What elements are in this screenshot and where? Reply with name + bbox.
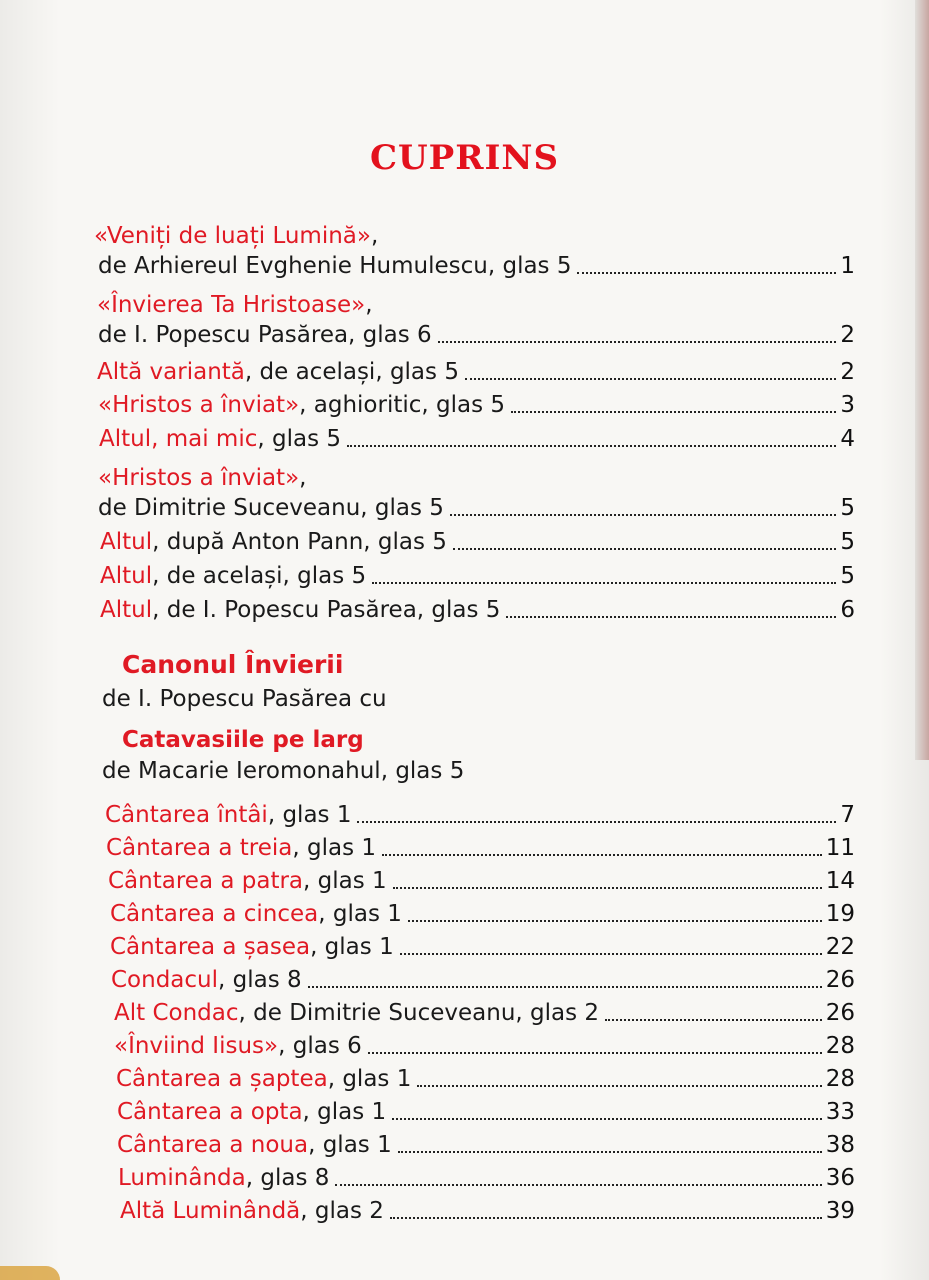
toc-entry-detail: , glas 8 bbox=[245, 1165, 330, 1191]
toc-entry-title: Condacul bbox=[111, 967, 219, 993]
toc-entry-title: «Hristos a înviat» bbox=[98, 465, 300, 491]
page-number: 33 bbox=[825, 1099, 855, 1125]
dot-leader bbox=[506, 615, 836, 618]
toc-entry-detail: , de I. Popescu Pasărea, glas 5 bbox=[152, 597, 501, 623]
toc-entry-detail: , glas 8 bbox=[218, 967, 302, 993]
toc-entry bbox=[116, 1061, 855, 1093]
dot-leader bbox=[408, 919, 822, 922]
dot-leader bbox=[438, 340, 837, 343]
toc-entry-detail: , după Anton Pann, glas 5 bbox=[152, 529, 447, 555]
toc-entry bbox=[97, 354, 855, 386]
toc-entry bbox=[110, 929, 855, 961]
toc-entry-detail: , glas 1 bbox=[302, 1099, 387, 1125]
dot-leader bbox=[347, 444, 836, 447]
toc-entry-title: Altă variantă bbox=[97, 359, 245, 385]
page-number: 2 bbox=[840, 322, 855, 348]
dot-leader bbox=[605, 1018, 822, 1021]
page-corner-mark bbox=[0, 1266, 60, 1280]
toc-entry bbox=[98, 490, 855, 522]
page-number: 19 bbox=[825, 901, 855, 927]
toc-entry-detail: de Arhiereul Evghenie Humulescu, glas 5 bbox=[98, 253, 572, 279]
toc-entry-title: Cântarea a treia bbox=[106, 835, 293, 861]
toc-entry-detail: , aghioritic, glas 5 bbox=[299, 392, 506, 418]
catavasii-subheading: Catavasiile pe larg bbox=[122, 727, 364, 753]
page-number: 5 bbox=[840, 529, 855, 555]
toc-entry bbox=[98, 460, 306, 492]
toc-entry-title: Cântarea a patra bbox=[108, 868, 304, 894]
toc-entry bbox=[100, 524, 855, 556]
toc-entry bbox=[97, 287, 373, 319]
toc-entry-detail: , de Dimitrie Suceveanu, glas 2 bbox=[238, 1000, 600, 1026]
page-number: 4 bbox=[840, 426, 855, 452]
toc-entry-title: Cântarea întâi bbox=[105, 802, 268, 828]
dot-leader bbox=[511, 410, 836, 413]
dot-leader bbox=[392, 1117, 822, 1120]
toc-entry-detail: de I. Popescu Pasărea, glas 6 bbox=[98, 322, 432, 348]
dot-leader bbox=[393, 886, 822, 889]
dot-leader bbox=[400, 952, 822, 955]
page-number: 5 bbox=[840, 495, 855, 521]
dot-leader bbox=[577, 271, 836, 274]
toc-entry-title: Altul bbox=[100, 529, 153, 555]
dot-leader bbox=[357, 820, 836, 823]
dot-leader bbox=[453, 547, 836, 550]
toc-entry bbox=[120, 1193, 855, 1225]
toc-entry-title: «Veniți de luați Lumină» bbox=[94, 223, 371, 249]
dot-leader bbox=[398, 1150, 822, 1153]
toc-entry bbox=[110, 896, 855, 928]
toc-entry bbox=[105, 797, 855, 829]
toc-entry-title: Altul bbox=[100, 563, 153, 589]
toc-entry-detail: , glas 1 bbox=[303, 868, 387, 894]
canon-author-line: de I. Popescu Pasărea cu bbox=[102, 686, 387, 712]
toc-entry-detail: , bbox=[365, 292, 373, 318]
page-title: CUPRINS bbox=[369, 138, 560, 178]
toc-entry-detail: , de același, glas 5 bbox=[244, 359, 459, 385]
dot-leader bbox=[308, 985, 822, 988]
page-number: 3 bbox=[840, 392, 855, 418]
toc-entry bbox=[118, 1160, 855, 1192]
dot-leader bbox=[465, 377, 836, 380]
toc-entry bbox=[98, 317, 855, 349]
dot-leader bbox=[368, 1051, 822, 1054]
page-number: 14 bbox=[825, 868, 855, 894]
toc-entry bbox=[99, 421, 855, 453]
page-number: 36 bbox=[825, 1165, 855, 1191]
toc-entry bbox=[114, 995, 855, 1027]
toc-entry-detail: , glas 2 bbox=[300, 1198, 384, 1224]
toc-entry-title: Cântarea a opta bbox=[117, 1099, 303, 1125]
toc-entry-detail: , glas 1 bbox=[318, 901, 402, 927]
dot-leader bbox=[372, 581, 836, 584]
toc-entry-detail: , glas 1 bbox=[327, 1066, 412, 1092]
page-edge-shadow bbox=[915, 0, 929, 760]
page-number: 6 bbox=[840, 597, 855, 623]
toc-entry bbox=[98, 387, 855, 419]
catavasii-author-line: de Macarie Ieromonahul, glas 5 bbox=[102, 758, 465, 784]
page-number: 2 bbox=[840, 359, 855, 385]
toc-entry-detail: de Dimitrie Suceveanu, glas 5 bbox=[98, 495, 444, 521]
toc-entry-detail: , bbox=[299, 465, 307, 491]
toc-entry-title: «Învierea Ta Hristoase» bbox=[97, 292, 366, 318]
toc-entry bbox=[108, 863, 855, 895]
dot-leader bbox=[382, 853, 822, 856]
toc-entry-title: «Înviind Iisus» bbox=[114, 1033, 279, 1059]
toc-entry bbox=[114, 1028, 855, 1060]
toc-entry-detail: , glas 6 bbox=[278, 1033, 362, 1059]
page-number: 22 bbox=[825, 934, 855, 960]
page-number: 39 bbox=[825, 1198, 855, 1224]
toc-entry-detail: , glas 1 bbox=[292, 835, 376, 861]
toc-entry-title: Cântarea a șaptea bbox=[116, 1066, 328, 1092]
toc-entry-title: Cântarea a cincea bbox=[110, 901, 319, 927]
dot-leader bbox=[417, 1084, 821, 1087]
toc-entry bbox=[98, 248, 855, 280]
toc-entry bbox=[100, 558, 855, 590]
toc-entry-detail: , glas 1 bbox=[308, 1132, 392, 1158]
page-number: 1 bbox=[840, 253, 855, 279]
toc-entry-title: Cântarea a noua bbox=[117, 1132, 309, 1158]
toc-entry-detail: , glas 1 bbox=[267, 802, 352, 828]
toc-entry-detail: , de același, glas 5 bbox=[152, 563, 367, 589]
toc-entry bbox=[117, 1127, 855, 1159]
page-number: 28 bbox=[825, 1066, 855, 1092]
toc-entry bbox=[106, 830, 855, 862]
page-number: 7 bbox=[840, 802, 855, 828]
canon-heading: Canonul Învierii bbox=[122, 650, 344, 679]
toc-entry bbox=[94, 218, 378, 250]
toc-entry-title: Cântarea a șasea bbox=[110, 934, 311, 960]
dot-leader bbox=[335, 1183, 821, 1186]
toc-entry-detail: , glas 1 bbox=[310, 934, 394, 960]
dot-leader bbox=[450, 513, 836, 516]
toc-entry-title: Luminânda bbox=[118, 1165, 246, 1191]
page-number: 11 bbox=[825, 835, 855, 861]
page-number: 5 bbox=[840, 563, 855, 589]
toc-entry-title: Alt Condac bbox=[114, 1000, 239, 1026]
toc-entry bbox=[117, 1094, 855, 1126]
toc-entry bbox=[111, 962, 855, 994]
page-number: 38 bbox=[825, 1132, 855, 1158]
dot-leader bbox=[390, 1216, 822, 1219]
toc-entry-title: Altă Luminândă bbox=[120, 1198, 301, 1224]
toc-entry-detail: , bbox=[370, 223, 379, 249]
page-number: 26 bbox=[825, 967, 855, 993]
toc-entry bbox=[100, 592, 855, 624]
toc-entry-title: «Hristos a înviat» bbox=[98, 392, 300, 418]
page-number: 26 bbox=[825, 1000, 855, 1026]
toc-entry-title: Altul, mai mic bbox=[99, 426, 258, 452]
toc-entry-detail: , glas 5 bbox=[257, 426, 342, 452]
toc-entry-title: Altul bbox=[100, 597, 153, 623]
page-number: 28 bbox=[825, 1033, 855, 1059]
